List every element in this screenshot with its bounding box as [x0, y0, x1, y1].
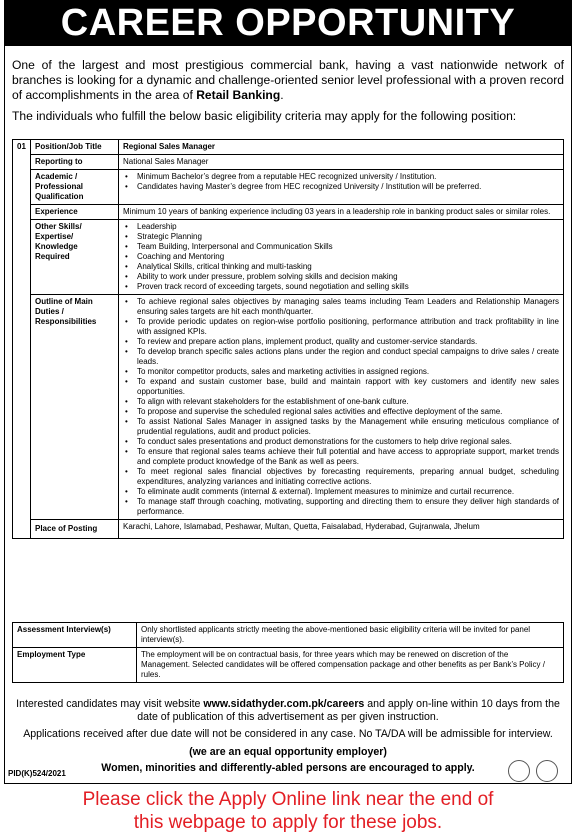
reporting-value: National Sales Manager [119, 155, 564, 170]
list-item: • Team Building, Interpersonal and Communication Skills [123, 242, 559, 252]
reporting-label: Reporting to [31, 155, 119, 170]
posting-value: Karachi, Lahore, Islamabad, Peshawar, Multan, Quetta, Faisalabad, Hyderabad, Gujranwala, Jhelum [119, 520, 564, 539]
apply-online-notice: Please click the Apply Online link near the end of [82, 789, 494, 810]
skills-cell [119, 220, 564, 295]
list-item: • To meet regional sales financial objectives by forecasting requirements, preparing annual budget, scheduling expenditures, analyzing variances and initiating corrective actions. [123, 467, 559, 487]
list-item: • Leadership [123, 222, 559, 232]
position-number: 01 [13, 140, 31, 539]
list-item: • To assist National Sales Manager in assigned tasks by the Management while ensuring meticulous compliance of prudential regulations, audit and product policies. [123, 417, 559, 437]
position-table [12, 139, 564, 539]
table-row [13, 295, 564, 520]
table-row [13, 220, 564, 295]
list-item: • To manage staff through coaching, motivating, supporting and directing them to ensure they deliver high standards of performance. [123, 497, 559, 517]
seal-logo [536, 760, 558, 782]
list-item: • To monitor competitor products, sales and marketing activities in assigned regions. [123, 367, 559, 377]
encourage-text: Women, minorities and differently-abled persons are encouraged to apply. [101, 762, 475, 774]
list-item: • Minimum Bachelor’s degree from a reputable HEC recognized university / Institution. [123, 172, 559, 182]
list-item: • Ability to work under pressure, problem solving skills and decision making [123, 272, 559, 282]
list-item: • To eliminate audit comments (internal & external). Implement measures to minimize and curtail recurrence. [123, 487, 559, 497]
equal-opportunity-text: (we are an equal opportunity employer) [189, 746, 387, 758]
table-row [13, 170, 564, 205]
table-row [13, 623, 564, 648]
list-item: • To propose and supervise the scheduled regional sales activities and effective deployment of the same. [123, 407, 559, 417]
page-title: CAREER OPPORTUNITY [4, 0, 572, 46]
experience-label: Experience [31, 205, 119, 220]
position-title-label: Position/Job Title [31, 140, 119, 155]
list-item: • To review and prepare action plans, implement product, quality and customer-service standards. [123, 337, 559, 347]
assessment-value: Only shortlisted applicants strictly meeting the above-mentioned basic eligibility criteria will be invited for panel interview(s). [137, 623, 564, 648]
pid-number: PID(K)524/2021 [8, 769, 66, 778]
position-title-value: Regional Sales Manager [119, 140, 564, 155]
employment-value: The employment will be on contractual basis, for three years which may be renewed on discretion of the Management. Selected candidates will be offered compensation package and other benefits as per Bank’s Policy / rules. [137, 648, 564, 683]
list-item: • To align with relevant stakeholders for the establishment of one-bank culture. [123, 397, 559, 407]
terms-table [12, 622, 564, 683]
list-item: • To ensure that regional sales teams achieve their full potential and have access to appropriate support, market trends and complete product knowledge of the Bank as well as peers. [123, 447, 559, 467]
list-item: • Analytical Skills, critical thinking and multi-tasking [123, 262, 559, 272]
table-row [13, 140, 564, 155]
criteria-text: The individuals who fulfill the below basic eligibility criteria may apply for the following position: [12, 109, 517, 123]
academic-cell [119, 170, 564, 205]
list-item: • To conduct sales presentations and product demonstrations for the customers to help drive regional sales. [123, 437, 559, 447]
apply-online-notice: this webpage to apply for these jobs. [133, 812, 443, 833]
skills-label: Other Skills/ Expertise/ Knowledge Required [31, 220, 119, 295]
list-item: • To provide periodic updates on region-wise portfolio positioning, performance attribution and track profitability in line with assigned KPIs. [123, 317, 559, 337]
list-item: • To develop branch specific sales actions plans under the region and conduct special campaigns to drive sales / create leads. [123, 347, 559, 367]
academic-label: Academic / Professional Qualification [31, 170, 119, 205]
list-item: • Proven track record of exceeding targets, sound negotiation and selling skills [123, 282, 559, 292]
intro-paragraph: One of the largest and most prestigious commercial bank, having a vast nationwide network of branches is looking for a dynamic and challenge-oriented senior level professional with a proven record of accomplishments in the area of Retail Banking. [12, 58, 564, 102]
assessment-label: Assessment Interview(s) [13, 623, 137, 648]
duties-cell [119, 295, 564, 520]
list-item: • Strategic Planning [123, 232, 559, 242]
table-row [13, 648, 564, 683]
list-item: • To achieve regional sales objectives by managing sales teams including Team Leaders and Relationship Managers ensuring sales targets are hit each month/quarter. [123, 297, 559, 317]
apply-instructions: Interested candidates may visit website www.sidathyder.com.pk/careers and apply on-line within 10 days from the date of publication of this advertisement as per given instruction. [16, 698, 560, 723]
table-row [13, 520, 564, 539]
website-link[interactable]: www.sidathyder.com.pk/careers [203, 698, 365, 710]
list-item: • Coaching and Mentoring [123, 252, 559, 262]
table-row [13, 205, 564, 220]
experience-value: Minimum 10 years of banking experience including 03 years in a leadership role in banking product sales or similar roles. [119, 205, 564, 220]
list-item: • To expand and sustain customer base, build and maintain rapport with key customers and identify new sales opportunities. [123, 377, 559, 397]
duties-label: Outline of Main Duties / Responsibilities [31, 295, 119, 520]
seal-logo [508, 760, 530, 782]
deadline-text: Applications received after due date will not be considered in any case. No TA/DA will be admissible for interview. [23, 728, 553, 740]
employment-label: Employment Type [13, 648, 137, 683]
table-row [13, 155, 564, 170]
list-item: • Candidates having Master’s degree from HEC recognized University / Institution will be preferred. [123, 182, 559, 192]
posting-label: Place of Posting [31, 520, 119, 539]
